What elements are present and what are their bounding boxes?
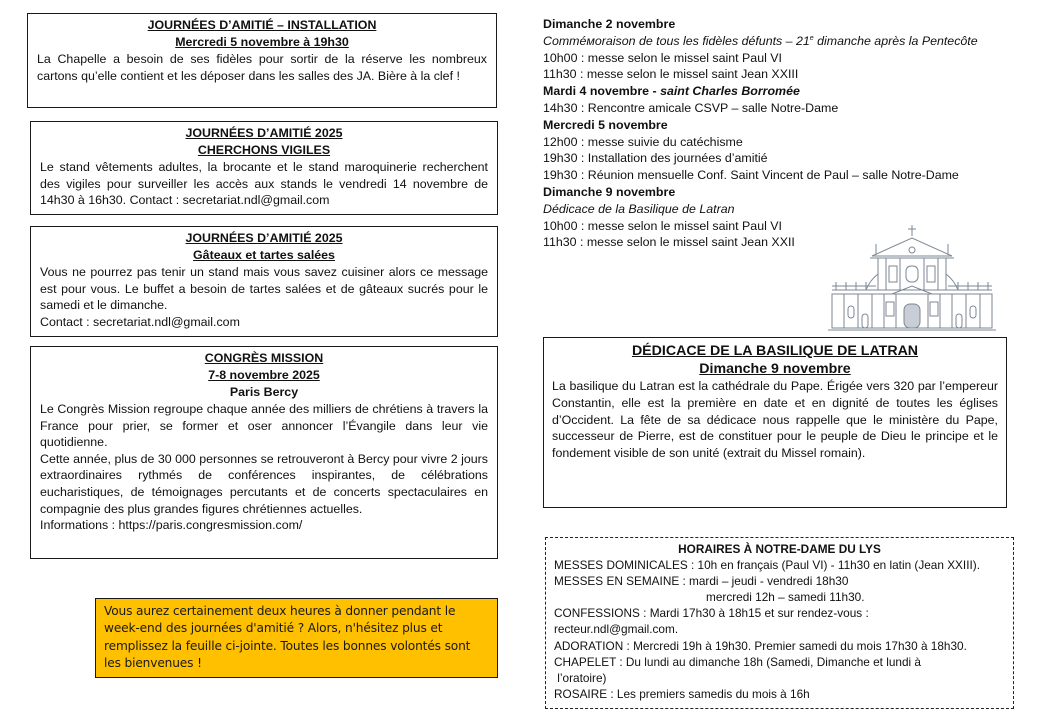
latran-dedication-notice: [543, 337, 1007, 508]
agenda-entry: 19h30 : Réunion mensuelle Conf. Saint Vincent de Paul – salle Notre-Dame: [543, 168, 959, 183]
vigiles-subtitle: CHERCHONS VIGILES: [197, 143, 331, 157]
installation-body: La Chapelle a besoin de ses fidèles pour sortir de la réserve les nombreux cartons qu’elle contient et les déposer dans les salles des JA. Bière à la clef !: [37, 52, 487, 83]
gateaux-subtitle: Gâteaux et tartes salées: [193, 248, 335, 262]
vigiles-notice: [30, 121, 498, 215]
congres-body-1: Le Congrès Mission regroupe chaque année des milliers de chrétiens à travers la France pour prier, se former et oser annoncer l’Évangile dans leur vie quotidienne.: [40, 402, 488, 450]
agenda-entry: 10h00 : messe selon le missel saint Paul VI: [543, 218, 782, 233]
installation-notice: [27, 13, 497, 108]
volunteer-callout: [95, 598, 498, 678]
schedule-line-masses-week: MESSES EN SEMAINE : mardi – jeudi - vendredi 18h30: [554, 574, 849, 589]
agenda-entry: 10h00 : messe selon le missel saint Paul VI: [543, 50, 782, 65]
vigiles-body: Le stand vêtements adultes, la brocante et le stand maroquinerie recherchent des vigiles pour surveiller les accès aux stands le vendredi 14 novembre de 14h30 à 16h30. Contact : secretariat.ndl@gmail.com: [40, 160, 488, 208]
schedule-line-rosaire: ROSAIRE : Les premiers samedis du mois à 16h: [554, 686, 810, 701]
schedule-line-confessions: CONFESSIONS : Mardi 17h30 à 18h15 et sur rendez-vous :: [554, 606, 869, 621]
congres-title: CONGRÈS MISSION: [204, 351, 324, 365]
weekly-agenda: [543, 16, 1000, 251]
latran-date: Dimanche 9 novembre: [699, 361, 851, 377]
basilica-illustration: [826, 222, 998, 334]
agenda-day-heading: Dimanche 9 novembre: [543, 184, 676, 199]
agenda-day-heading: Dimanche 2 novembre: [543, 17, 676, 31]
schedule-line-chapelet-cont: l’oratoire): [554, 670, 607, 685]
congres-body-2: Cette année, plus de 30 000 personnes se retrouveront à Bercy pour vivre 2 jours extraordinaires rythmés de conférences inspirantes, de célébrations eucharistiques, de témoignages percutants et de concerts spectaculaires en compagnie des plus grandes figures chrétiennes actuelles.: [40, 451, 488, 516]
schedule-line-masses-week-cont: mercredi 12h – samedi 11h30.: [706, 590, 865, 605]
agenda-feast: Dédicace de la Basilique de Latran: [543, 201, 735, 216]
installation-title: JOURNÉES D’AMITIÉ – INSTALLATION: [147, 18, 377, 32]
installation-date: Mercredi 5 novembre à 19h30: [175, 35, 349, 49]
gateaux-title: JOURNÉES D’AMITIÉ 2025: [185, 231, 343, 245]
agenda-entry: 11h30 : messe selon le missel saint Jean XXIII: [543, 67, 799, 82]
schedule-line-chapelet: CHAPELET : Du lundi au dimanche 18h (Samedi, Dimanche et lundi à: [554, 654, 921, 669]
schedule-box: [545, 537, 1014, 709]
agenda-feast: Comméмoraison de tous les fidèles défunts – 21e dimanche après la Pentecôte: [543, 33, 978, 48]
schedule-line-masses-sunday: MESSES DOMINICALES : 10h en français (Paul VI) - 11h30 en latin (Jean XXIII).: [554, 558, 980, 573]
congres-date: 7-8 novembre 2025: [208, 368, 320, 382]
agenda-day-heading: Mercredi 5 novembre: [543, 117, 668, 132]
schedule-title: HORAIRES À NOTRE-DAME DU LYS: [678, 542, 881, 556]
agenda-entry: 12h00 : messe suivie du catéchisme: [543, 134, 743, 149]
agenda-day-heading: Mardi 4 novembre - saint Charles Borromée: [543, 84, 800, 99]
latran-body: La basilique du Latran est la cathédrale du Pape. Érigée vers 320 par l’empereur Constantin, elle est la première en date et en dignité de toutes les églises d’Occident. La fête de sa dédicace nous rappelle que le ministère du Pape, successeur de Pierre, est de constituer pour le peuple de Dieu le principe et le fondement visible de son unité (extrait du Missel romain).: [552, 379, 998, 461]
congres-location: Paris Bercy: [229, 385, 299, 399]
gateaux-notice: [30, 226, 498, 337]
congres-mission-notice: [30, 346, 498, 559]
congres-info-link[interactable]: Informations : https://paris.congresmission.com/: [40, 518, 303, 533]
schedule-line-email[interactable]: recteur.ndl@gmail.com.: [554, 622, 679, 637]
callout-text: Vous aurez certainement deux heures à donner pendant le week-end des journées d'amitié ? Alors, n'hésitez plus et remplissez la feuille ci-jointe. Toutes les bonnes volontés sont les bienvenues !: [104, 604, 471, 671]
agenda-entry: 14h30 : Rencontre amicale CSVP – salle Notre-Dame: [543, 100, 839, 115]
gateaux-body: Vous ne pourrez pas tenir un stand mais vous savez cuisiner alors ce message est pour vous. Le buffet a besoin de tartes salées et de gâteaux sucrés pour le samedi et le dimanche.: [40, 265, 488, 313]
agenda-entry: 11h30 : messe selon le missel saint Jean XXII: [543, 235, 795, 250]
gateaux-contact: Contact : secretariat.ndl@gmail.com: [40, 314, 240, 329]
agenda-entry: 19h30 : Installation des journées d’amitié: [543, 151, 768, 166]
basilica-icon: [826, 222, 998, 334]
latran-title: DÉDICACE DE LA BASILIQUE DE LATRAN: [631, 343, 919, 359]
schedule-line-adoration: ADORATION : Mercredi 19h à 19h30. Premier samedi du mois 17h30 à 18h30.: [554, 638, 967, 653]
vigiles-title: JOURNÉES D’AMITIÉ 2025: [185, 126, 343, 140]
